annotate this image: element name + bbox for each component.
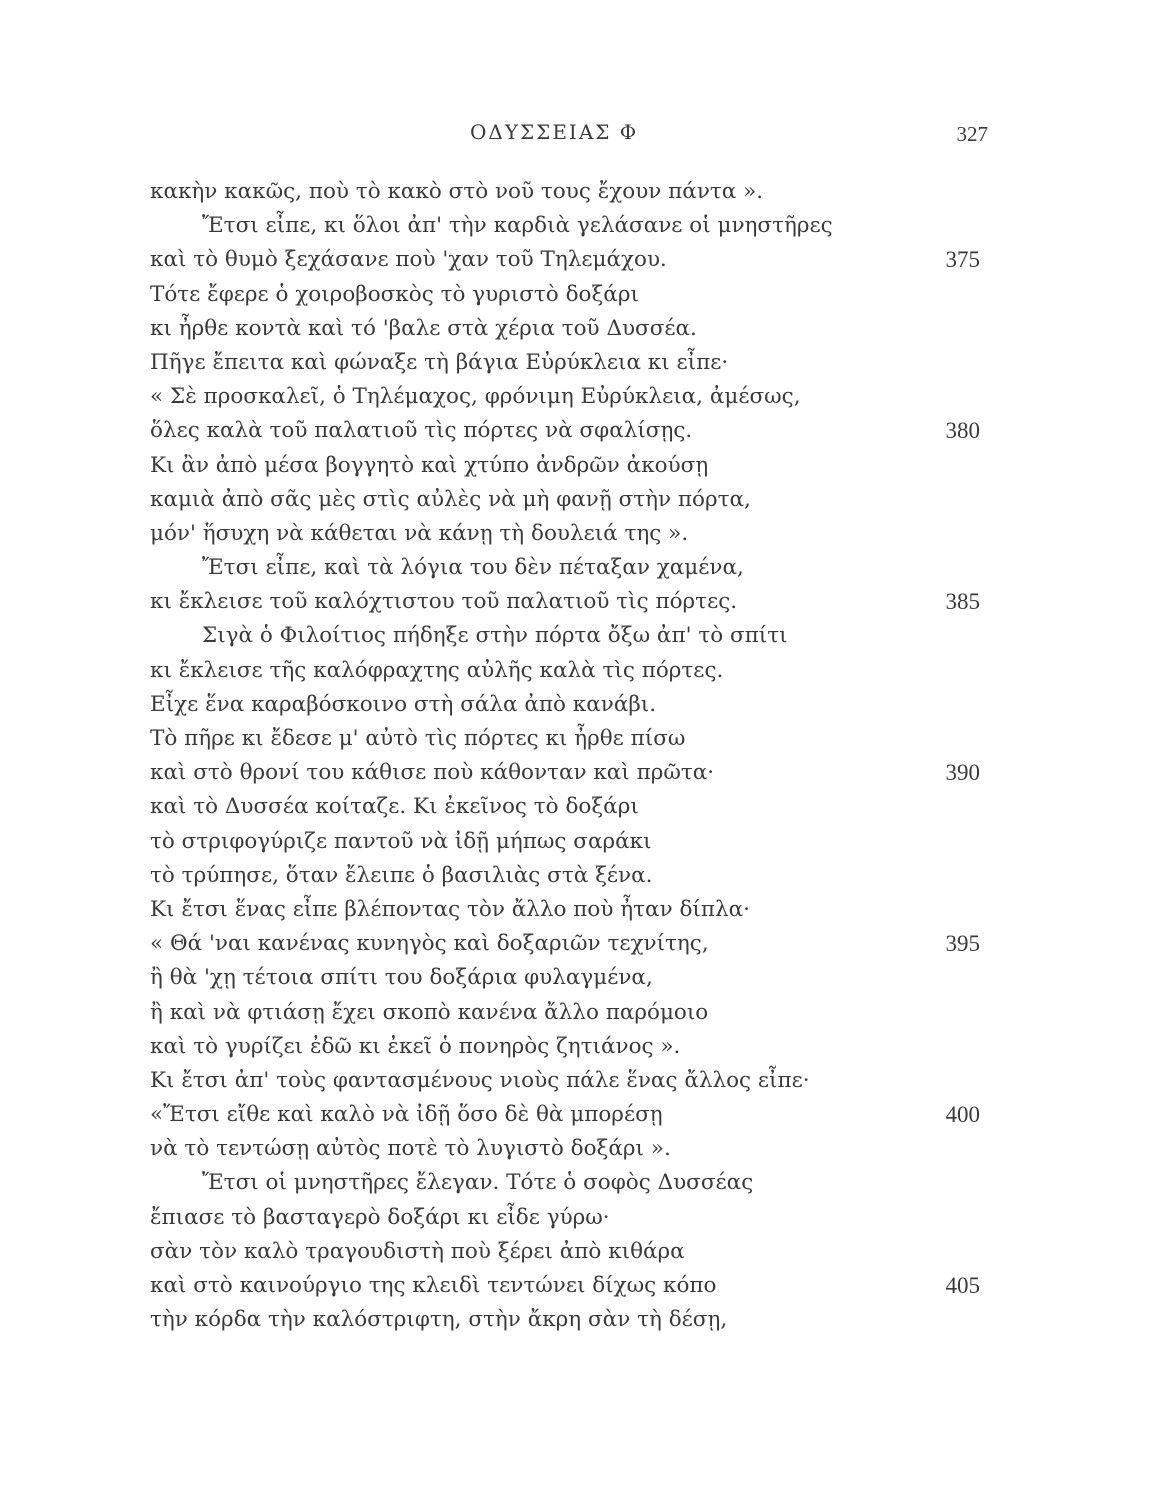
verse-line <box>150 1064 980 1098</box>
verse-line <box>150 449 980 483</box>
verse-line <box>150 1303 980 1337</box>
verse-text: Κι ἔτσι ἀπ' τοὺς φαντασμένους νιοὺς πάλε ἕνας ἄλλος εἶπε· <box>150 1067 810 1093</box>
verse-text: τὸ στριφογύριζε παντοῦ νὰ ἰδῇ μήπως σαράκι <box>150 828 652 854</box>
verse-line <box>150 243 980 277</box>
verse-text: καμιὰ ἀπὸ σᾶς μὲς στὶς αὐλὲς νὰ μὴ φανῇ στὴν πόρτα, <box>150 486 751 512</box>
verse-text: Κι ἂν ἀπὸ μέσα βογγητὸ καὶ χτύπο ἀνδρῶν ἀκούσῃ <box>150 452 709 478</box>
verse-text: «Ἔτσι εἴθε καὶ καλὸ νὰ ἰδῇ ὅσο δὲ θὰ μπορέσῃ <box>150 1102 663 1128</box>
verse-line <box>150 209 980 243</box>
verse-text: Εἶχε ἕνα καραβόσκοινο στὴ σάλα ἀπὸ κανάβι. <box>150 691 657 717</box>
verse-line <box>150 619 980 653</box>
verse-line <box>150 893 980 927</box>
line-number: 405 <box>945 1273 980 1298</box>
verse-text: κι ἦρθε κοντὰ καὶ τό 'βαλε στὰ χέρια τοῦ Δυσσέα. <box>150 315 697 341</box>
verse-text: Ἔτσι εἶπε, καὶ τὰ λόγια του δὲν πέταξαν χαμένα, <box>202 555 744 581</box>
verse-text: νὰ τὸ τεντώσῃ αὐτὸς ποτὲ τὸ λυγιστὸ δοξάρι ». <box>150 1136 671 1162</box>
verse-text: Σιγὰ ὁ Φιλοίτιος πήδηξε στὴν πόρτα ὄξω ἀπ' τὸ σπίτι <box>202 623 788 649</box>
verse-text: Ἔτσι οἱ μνηστῆρες ἔλεγαν. Τότε ὁ σοφὸς Δυσσέας <box>202 1170 754 1196</box>
verse-line <box>150 483 980 517</box>
verse-line <box>150 175 980 209</box>
verse-line <box>150 312 980 346</box>
verse-text: Τότε ἔφερε ὁ χοιροβοσκὸς τὸ γυριστὸ δοξάρι <box>150 281 639 307</box>
line-number: 395 <box>945 931 980 957</box>
verse-line <box>150 722 980 756</box>
verse-text: ἢ θὰ 'χῃ τέτοια σπίτι του δοξάρια φυλαγμένα, <box>150 965 653 991</box>
verse-text: Τὸ πῆρε κι ἔδεσε μ' αὐτὸ τὶς πόρτες κι ἦρθε πίσω <box>150 726 686 751</box>
verse-text: « Σὲ προσκαλεῖ, ὁ Τηλέμαχος, φρόνιμη Εὐρύκλεια, ἀμέσως, <box>150 384 801 410</box>
verse-text: καὶ τὸ γυρίζει ἐδῶ κι ἐκεῖ ὁ πονηρὸς ζητιάνος ». <box>150 1033 681 1059</box>
verse-line <box>150 961 980 995</box>
verse-text: τὴν κόρδα τὴν καλόστριφτη, στὴν ἄκρη σὰν τὴ δέσῃ, <box>150 1307 728 1333</box>
verse-line <box>150 654 980 688</box>
verse-line <box>150 1166 980 1200</box>
verse-line <box>150 346 980 380</box>
verse-text: μόν' ἥσυχη νὰ κάθεται νὰ κάνῃ τὴ δουλειά της ». <box>150 520 689 546</box>
running-title: ΟΔΥΣΣΕΙΑΣ Φ <box>470 120 639 144</box>
verse-line <box>150 1132 980 1166</box>
verse-line <box>150 859 980 893</box>
line-number: 375 <box>945 247 980 273</box>
verse-text: Πῆγε ἔπειτα καὶ φώναξε τὴ βάγια Εὐρύκλεια κι εἶπε· <box>150 349 729 375</box>
verse-line <box>150 414 980 448</box>
verse-line <box>150 825 980 859</box>
verse-line <box>150 1030 980 1064</box>
verse-text: σὰν τὸν καλὸ τραγουδιστὴ ποὺ ξέρει ἀπὸ κιθάρα <box>150 1238 685 1264</box>
line-number: 400 <box>945 1102 980 1128</box>
verse-text: καὶ στὸ καινούργιο της κλειδὶ τεντώνει δίχως κόπο <box>150 1273 717 1298</box>
line-number: 385 <box>945 589 980 615</box>
verse-text: ὅλες καλὰ τοῦ παλατιοῦ τὶς πόρτες νὰ σφαλίσῃς. <box>150 418 693 444</box>
verse-text: « Θά 'ναι κανένας κυνηγὸς καὶ δοξαριῶν τεχνίτης, <box>150 931 709 957</box>
verse-line <box>150 756 980 790</box>
verse-text: καὶ στὸ θρονί του κάθισε ποὺ κάθονταν καὶ πρῶτα· <box>150 760 715 786</box>
page-number: 327 <box>956 122 988 146</box>
verse-text: καὶ τὸ θυμὸ ξεχάσανε ποὺ 'χαν τοῦ Τηλεμάχου. <box>150 247 667 273</box>
verse-line <box>150 688 980 722</box>
verse-line <box>150 517 980 551</box>
verse-line <box>150 380 980 414</box>
verse-line <box>150 1201 980 1235</box>
verse-line <box>150 278 980 312</box>
verse-text: καὶ τὸ Δυσσέα κοίταζε. Κι ἐκεῖνος τὸ δοξάρι <box>150 794 639 820</box>
verse-text: ἔπιασε τὸ βασταγερὸ δοξάρι κι εἶδε γύρω· <box>150 1204 610 1230</box>
verse-text: κι ἔκλεισε τῆς καλόφραχτης αὐλῆς καλὰ τὶς πόρτες. <box>150 657 724 683</box>
verse-line <box>150 1098 980 1132</box>
verse-text: Κι ἔτσι ἕνας εἶπε βλέποντας τὸν ἄλλο ποὺ ἦταν δίπλα· <box>150 896 750 922</box>
verse-line <box>150 790 980 824</box>
verse-line <box>150 927 980 961</box>
verse-block <box>150 175 980 1337</box>
verse-line <box>150 585 980 619</box>
verse-line <box>150 1269 980 1303</box>
verse-line <box>150 1235 980 1269</box>
verse-line <box>150 996 980 1030</box>
verse-text: τὸ τρύπησε, ὅταν ἔλειπε ὁ βασιλιὰς στὰ ξένα. <box>150 862 653 888</box>
running-head <box>0 120 1166 154</box>
verse-text: ἢ καὶ νὰ φτιάσῃ ἔχει σκοπὸ κανένα ἄλλο παρόμοιο <box>150 999 709 1025</box>
verse-line <box>150 551 980 585</box>
line-number: 380 <box>945 418 980 444</box>
line-number: 390 <box>945 760 980 786</box>
verse-text: Ἔτσι εἶπε, κι ὅλοι ἀπ' τὴν καρδιὰ γελάσανε οἱ μνηστῆρες <box>202 213 833 239</box>
verse-text: κακὴν κακῶς, ποὺ τὸ κακὸ στὸ νοῦ τους ἔχουν πάντα ». <box>150 179 764 204</box>
verse-text: κι ἔκλεισε τοῦ καλόχτιστου τοῦ παλατιοῦ τὶς πόρτες. <box>150 589 738 615</box>
